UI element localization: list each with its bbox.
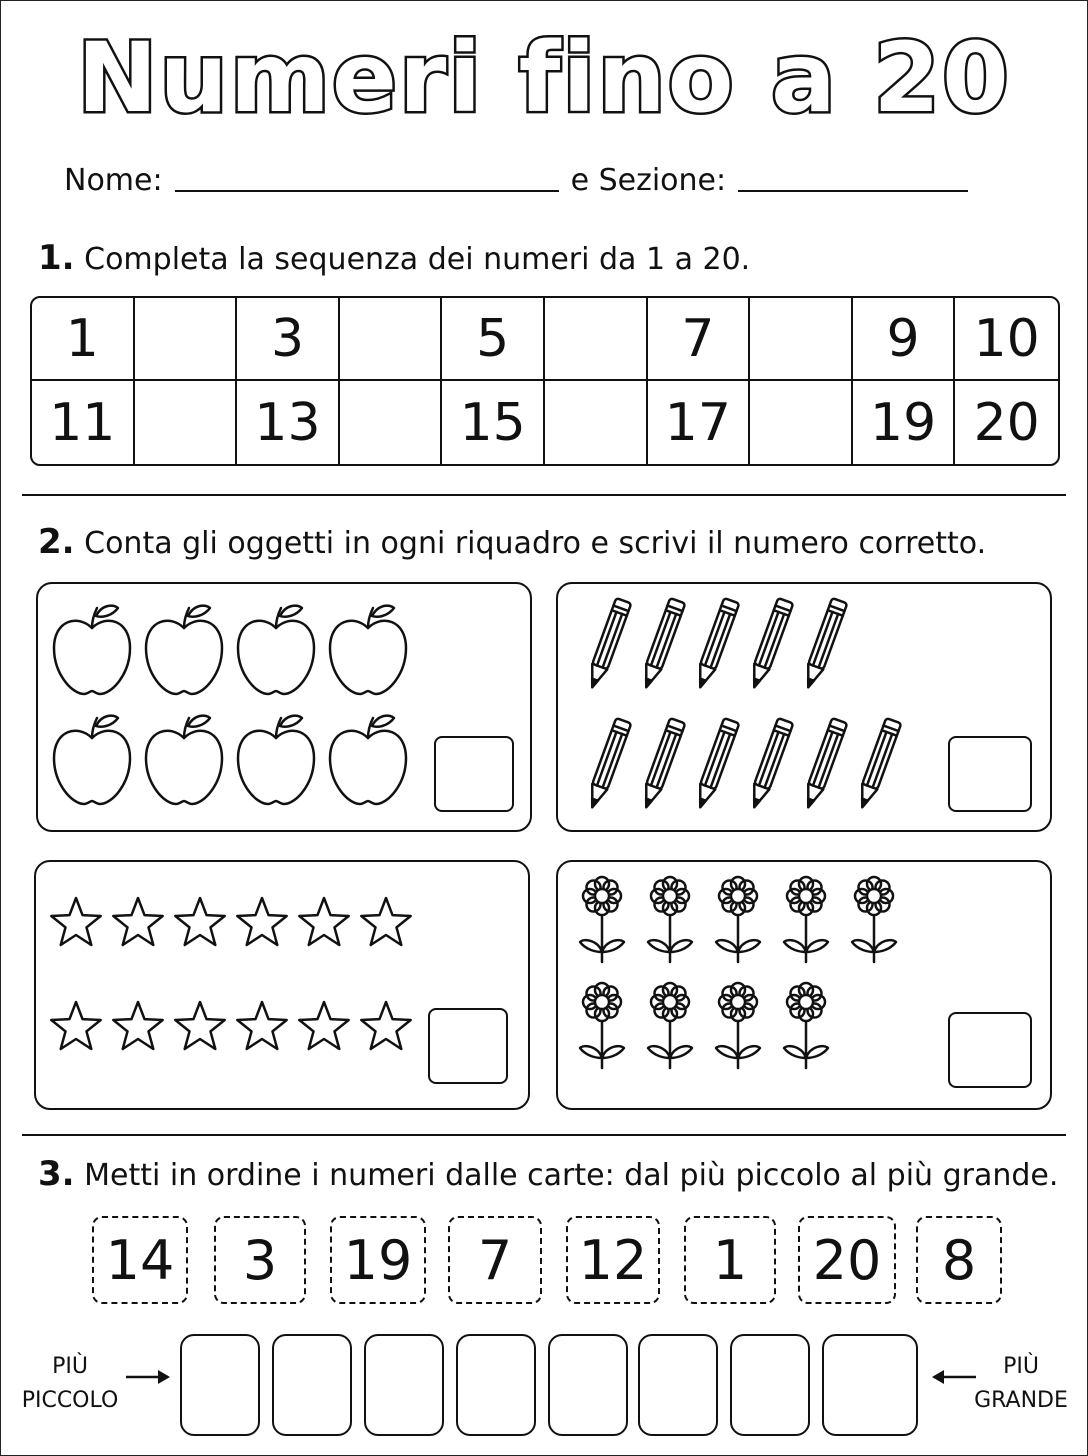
sequence-cell: 3 (237, 298, 340, 381)
number-card[interactable]: 8 (916, 1216, 1002, 1304)
sequence-cell: 5 (442, 298, 545, 381)
sequence-cell: 9 (853, 298, 956, 381)
question-2-text: Conta gli oggetti in ogni riquadro e scrivi il numero corretto. (84, 526, 987, 561)
star-icon (237, 898, 286, 945)
sequence-cell: 7 (648, 298, 751, 381)
pencil-icon (855, 718, 902, 810)
question-2 (38, 524, 986, 562)
count-box-stars (34, 860, 530, 1110)
arrow-right-icon (124, 1368, 172, 1386)
answer-box-stars[interactable] (428, 1008, 508, 1084)
sequence-blank-cell[interactable] (750, 381, 853, 464)
sequence-blank-cell[interactable] (340, 298, 443, 381)
answer-slot[interactable] (180, 1334, 260, 1436)
sequence-cell: 17 (648, 381, 751, 464)
answer-box-apples[interactable] (434, 736, 514, 812)
sequence-cell: 10 (955, 298, 1058, 381)
section-divider (22, 1134, 1066, 1136)
star-icon (113, 1002, 162, 1049)
smallest-label-bottom: PICCOLO (21, 1388, 119, 1413)
apple-icon (54, 716, 130, 804)
star-icon (113, 898, 162, 945)
pencil-icon (801, 598, 848, 690)
answer-slot[interactable] (272, 1334, 352, 1436)
sequence-blank-cell[interactable] (545, 298, 648, 381)
sequence-grid (30, 296, 1060, 466)
number-card[interactable]: 7 (448, 1216, 542, 1304)
pencil-icon (801, 718, 848, 810)
star-icon (237, 1002, 286, 1049)
number-card[interactable]: 20 (798, 1216, 896, 1304)
question-3-text: Metti in ordine i numeri dalle carte: dal più piccolo al più grande. (84, 1158, 1059, 1193)
count-box-flowers (556, 860, 1052, 1110)
apple-icon (54, 606, 130, 694)
question-2-number: 2. (38, 522, 75, 562)
largest-label-bottom: GRANDE (974, 1388, 1068, 1413)
sequence-cell: 1 (32, 298, 135, 381)
apple-icon (238, 716, 314, 804)
flower-icon (852, 877, 896, 962)
apple-icon (330, 716, 406, 804)
section-label: e Sezione: (570, 163, 727, 198)
star-icon (299, 898, 348, 945)
section-field[interactable] (738, 160, 968, 192)
largest-label-top: PIÙ (1003, 1354, 1039, 1379)
flower-icon (716, 877, 760, 962)
flower-icon (784, 877, 828, 962)
question-1-text: Completa la sequenza dei numeri da 1 a 20. (84, 242, 751, 277)
star-icon (175, 898, 224, 945)
sequence-cell: 20 (973, 392, 1040, 453)
name-row (64, 158, 980, 198)
star-icon (51, 1002, 100, 1049)
star-icon (361, 1002, 410, 1049)
flower-icon (648, 877, 692, 962)
answer-slot[interactable] (364, 1334, 444, 1436)
star-icon (299, 1002, 348, 1049)
pencil-icon (585, 598, 632, 690)
answer-slot[interactable] (730, 1334, 810, 1436)
sequence-blank-cell[interactable] (750, 298, 853, 381)
sequence-blank-cell[interactable] (135, 381, 238, 464)
pencil-icon (693, 718, 740, 810)
answer-box-flowers[interactable] (948, 1012, 1032, 1088)
apple-icon (330, 606, 406, 694)
question-3-number: 3. (38, 1154, 75, 1194)
apple-icon (238, 606, 314, 694)
apple-icon (146, 716, 222, 804)
name-label: Nome: (64, 163, 163, 198)
pencil-icon (747, 598, 794, 690)
number-card[interactable]: 1 (684, 1216, 776, 1304)
count-box-apples (36, 582, 532, 832)
sequence-cell: 15 (442, 381, 545, 464)
smallest-label-top: PIÙ (52, 1354, 88, 1379)
pencil-icon (639, 598, 686, 690)
number-card[interactable]: 14 (92, 1216, 188, 1304)
question-3 (38, 1156, 1058, 1194)
question-1 (38, 240, 750, 278)
largest-label (966, 1350, 1076, 1418)
section-divider (22, 494, 1066, 496)
count-box-pencils (556, 582, 1052, 832)
number-card[interactable]: 19 (330, 1216, 426, 1304)
flower-icon (716, 983, 760, 1068)
sequence-blank-cell[interactable] (135, 298, 238, 381)
sequence-cell: 13 (237, 381, 340, 464)
sequence-blank-cell[interactable] (340, 381, 443, 464)
number-card[interactable]: 12 (566, 1216, 660, 1304)
star-icon (361, 898, 410, 945)
flower-icon (580, 877, 624, 962)
flower-icon (580, 983, 624, 1068)
answer-slot[interactable] (456, 1334, 536, 1436)
name-field[interactable] (175, 160, 559, 192)
answer-box-pencils[interactable] (948, 736, 1032, 812)
sequence-blank-cell[interactable] (545, 381, 648, 464)
pencil-icon (639, 718, 686, 810)
flower-icon (648, 983, 692, 1068)
answer-slot[interactable] (548, 1334, 628, 1436)
number-card[interactable]: 3 (214, 1216, 306, 1304)
page-title: Numeri fino a 20 (77, 22, 1011, 134)
sequence-cell: 11 (32, 381, 135, 464)
answer-slot[interactable] (638, 1334, 718, 1436)
question-1-number: 1. (38, 238, 75, 278)
answer-slot[interactable] (822, 1334, 918, 1436)
star-icon (175, 1002, 224, 1049)
flower-icon (784, 983, 828, 1068)
pencil-icon (585, 718, 632, 810)
pencil-icon (747, 718, 794, 810)
pencil-icon (693, 598, 740, 690)
sequence-cell: 19 (853, 381, 956, 464)
smallest-label (20, 1350, 120, 1418)
star-icon (51, 898, 100, 945)
apple-icon (146, 606, 222, 694)
